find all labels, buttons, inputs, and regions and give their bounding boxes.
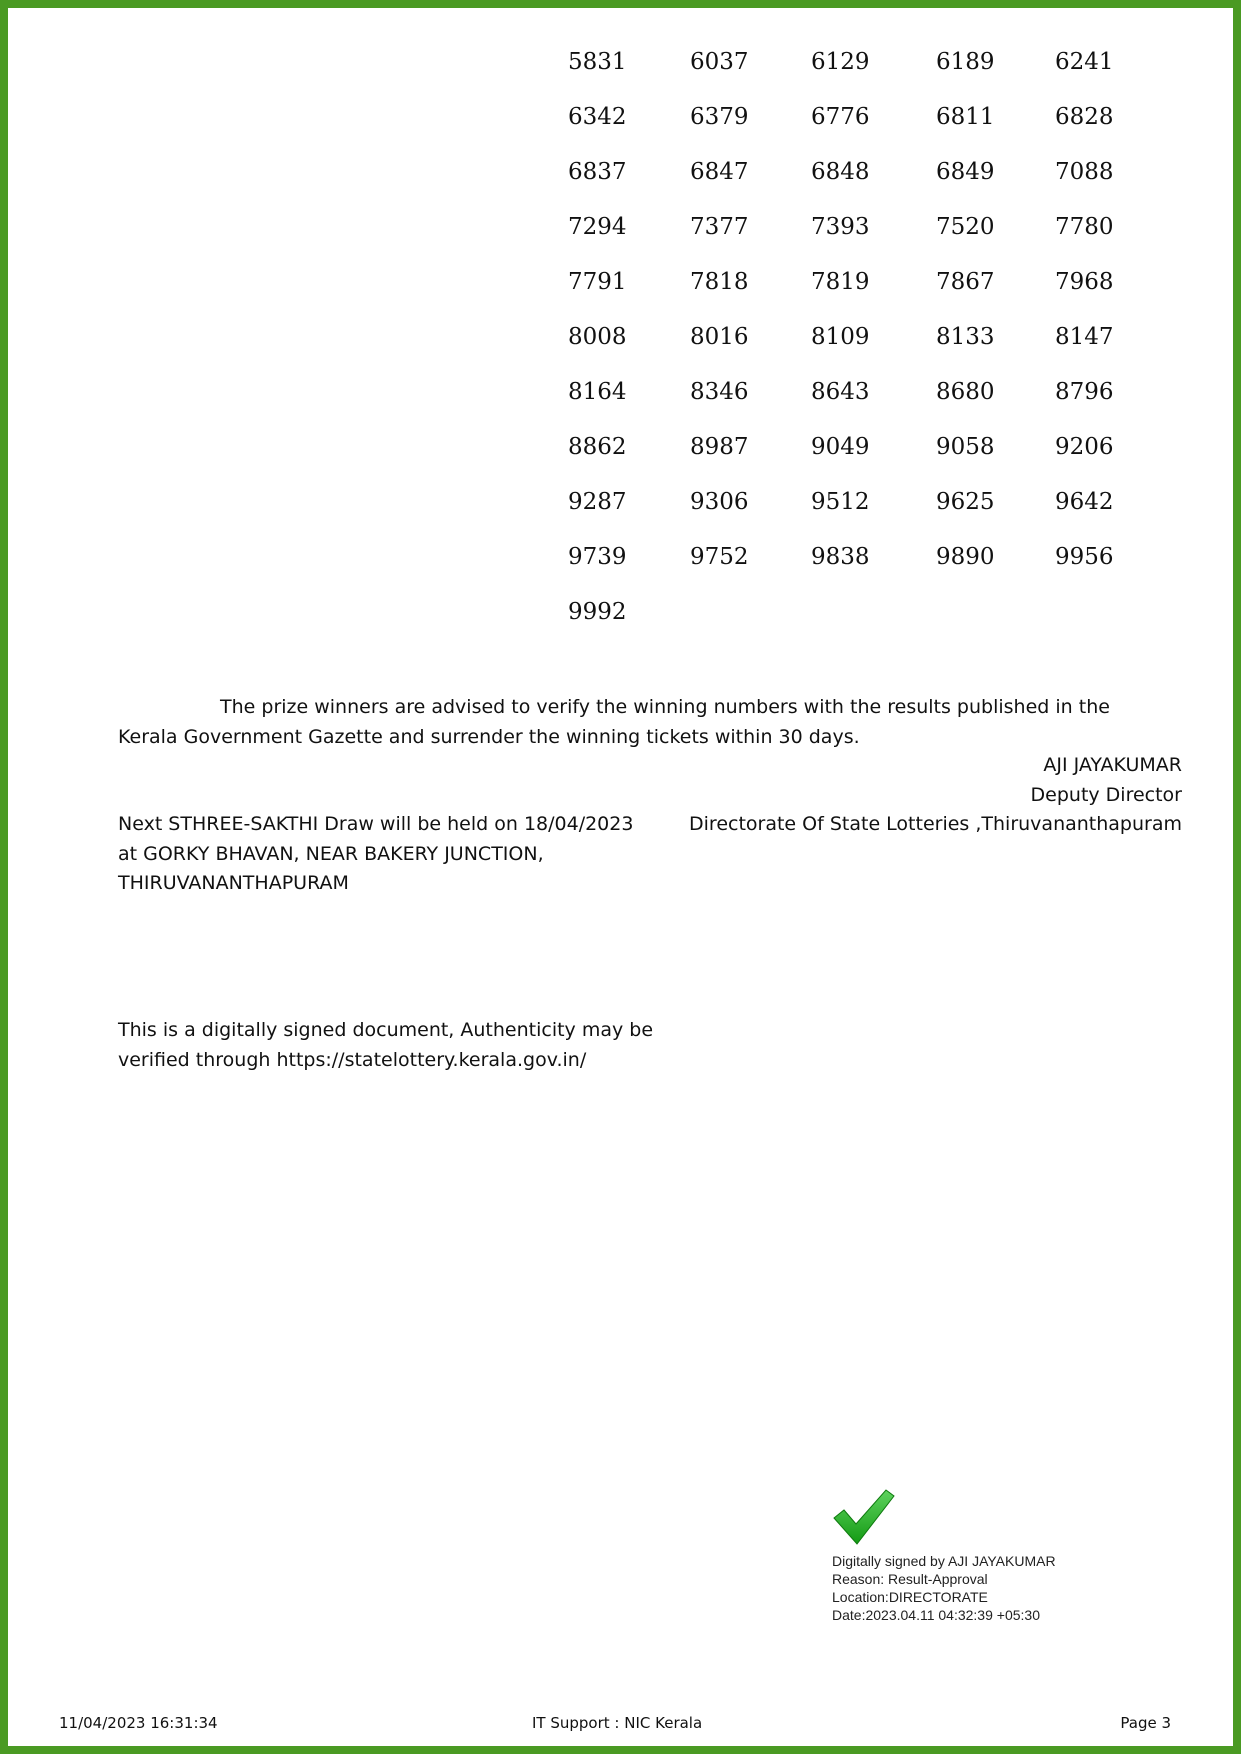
winning-number: 6837 xyxy=(568,159,627,185)
winning-number: 8987 xyxy=(690,434,749,460)
winning-number: 9512 xyxy=(811,489,870,515)
signature-signed-by: Digitally signed by AJI JAYAKUMAR xyxy=(832,1553,1056,1569)
signatory-name: AJI JAYAKUMAR xyxy=(1043,754,1182,776)
winning-number: 8164 xyxy=(568,379,627,405)
next-draw-block xyxy=(118,810,633,899)
winning-number: 6189 xyxy=(936,49,995,75)
winning-number: 9642 xyxy=(1055,489,1114,515)
winning-number: 9890 xyxy=(936,544,995,570)
winning-number: 6241 xyxy=(1055,49,1114,75)
next-draw-line-3: THIRUVANANTHAPURAM xyxy=(118,872,349,894)
digital-signature-stamp xyxy=(832,1488,1132,1624)
digital-note-line-2: verified through https://statelottery.kerala.gov.in/ xyxy=(118,1048,587,1071)
signatory-office: Directorate Of State Lotteries ,Thiruvananthapuram xyxy=(689,813,1182,835)
winning-number: 9206 xyxy=(1055,434,1114,460)
next-draw-line-1: Next STHREE-SAKTHI Draw will be held on 18/04/2023 xyxy=(118,813,634,835)
winning-number: 7791 xyxy=(568,269,627,295)
winning-number: 8147 xyxy=(1055,324,1114,350)
footer-timestamp: 11/04/2023 16:31:34 xyxy=(59,1714,218,1732)
winning-number: 7393 xyxy=(811,214,870,240)
winning-number: 6037 xyxy=(690,49,749,75)
winning-number: 6129 xyxy=(811,49,870,75)
winning-number: 6776 xyxy=(811,104,870,130)
footer-page-number: Page 3 xyxy=(1120,1714,1171,1732)
winning-number: 9739 xyxy=(568,544,627,570)
winning-number: 6342 xyxy=(568,104,627,130)
winning-number: 6849 xyxy=(936,159,995,185)
winning-number: 6828 xyxy=(1055,104,1114,130)
winning-number: 7377 xyxy=(690,214,749,240)
winning-number: 7780 xyxy=(1055,214,1114,240)
winning-number: 9306 xyxy=(690,489,749,515)
signatory-designation: Deputy Director xyxy=(1030,783,1182,806)
winning-number: 6811 xyxy=(936,104,995,130)
winning-number: 6379 xyxy=(690,104,749,130)
winning-number: 9838 xyxy=(811,544,870,570)
winning-number: 9992 xyxy=(568,599,627,625)
signature-location: Location:DIRECTORATE xyxy=(832,1589,988,1605)
winning-number: 8643 xyxy=(811,379,870,405)
digital-signature-note xyxy=(118,1016,653,1075)
winning-number: 9287 xyxy=(568,489,627,515)
digital-note-line-1: This is a digitally signed document, Authenticity may be xyxy=(118,1019,654,1041)
winning-number: 7818 xyxy=(690,269,749,295)
winning-numbers-grid xyxy=(568,40,1128,645)
winning-number: 7294 xyxy=(568,214,627,240)
winning-number: 9956 xyxy=(1055,544,1114,570)
winning-number: 8796 xyxy=(1055,379,1114,405)
winning-number: 8133 xyxy=(936,324,995,350)
winning-number: 7088 xyxy=(1055,159,1114,185)
winning-number: 9049 xyxy=(811,434,870,460)
winning-number: 6847 xyxy=(690,159,749,185)
winning-number: 9058 xyxy=(936,434,995,460)
winning-number: 7819 xyxy=(811,269,870,295)
winning-number: 9625 xyxy=(936,489,995,515)
advice-paragraph: The prize winners are advised to verify the winning numbers with the results published in the Kerala Government Gazette and surrender the winning tickets within 30 days. xyxy=(118,696,1110,748)
next-draw-line-2: at GORKY BHAVAN, NEAR BAKERY JUNCTION, xyxy=(118,842,544,865)
winning-number: 5831 xyxy=(568,49,627,75)
signatory-block xyxy=(689,751,1182,840)
winning-number: 8680 xyxy=(936,379,995,405)
checkmark-icon xyxy=(832,1488,896,1546)
footer-support: IT Support : NIC Kerala xyxy=(532,1714,703,1732)
winning-number: 7520 xyxy=(936,214,995,240)
winning-number: 8862 xyxy=(568,434,627,460)
signature-date: Date:2023.04.11 04:32:39 +05:30 xyxy=(832,1607,1040,1623)
winning-number: 7968 xyxy=(1055,269,1114,295)
winning-number: 8016 xyxy=(690,324,749,350)
winning-number: 7867 xyxy=(936,269,995,295)
winning-number: 8346 xyxy=(690,379,749,405)
winning-number: 8008 xyxy=(568,324,627,350)
winning-number: 8109 xyxy=(811,324,870,350)
winning-number: 9752 xyxy=(690,544,749,570)
winning-number: 6848 xyxy=(811,159,870,185)
signature-reason: Reason: Result-Approval xyxy=(832,1571,988,1587)
